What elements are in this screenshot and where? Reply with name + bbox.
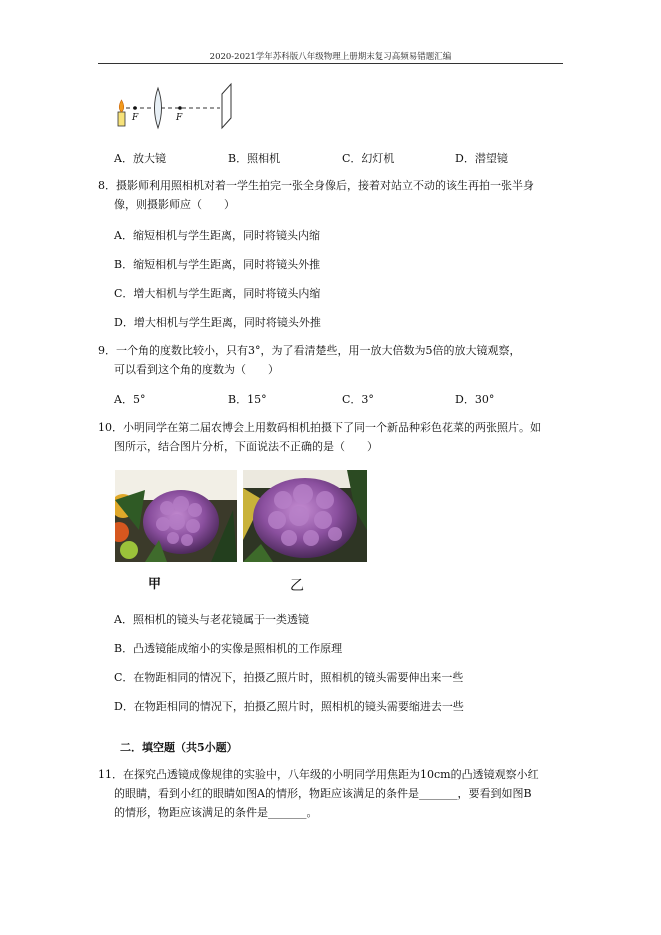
q9-stem-line1: 9．一个角的度数比较小，只有3°，为了看清楚些，用一放大倍数为5倍的放大镜观察， bbox=[98, 344, 521, 357]
q11-line3: 的情形，物距应该满足的条件是_______。 bbox=[114, 806, 318, 819]
candle-body bbox=[118, 112, 125, 126]
q9-option-d: D．30° bbox=[455, 393, 495, 406]
q11-line2: 的眼睛，看到小红的眼睛如图A的情形，物距应该满足的条件是_______，要看到如图B bbox=[114, 787, 532, 800]
q8-option-b: B．缩短相机与学生距离，同时将镜头外推 bbox=[114, 258, 321, 271]
focal-point-left bbox=[133, 106, 137, 110]
convex-lens bbox=[155, 88, 162, 128]
photo-label-yi: 乙 bbox=[290, 578, 304, 594]
page-header: 2020-2021学年苏科版八年级物理上册期末复习高频易错题汇编 bbox=[209, 52, 452, 62]
focal-label-left: F bbox=[132, 113, 139, 123]
q9-stem-line2: 可以看到这个角的度数为（ ） bbox=[114, 363, 279, 376]
header-rule bbox=[98, 63, 563, 64]
q7-option-a: A．放大镜 bbox=[114, 152, 166, 165]
section-title-fill-in: 二．填空题（共5小题） bbox=[120, 741, 238, 754]
candle-flame bbox=[119, 100, 124, 112]
q7-option-d: D．潜望镜 bbox=[455, 152, 508, 165]
q9-option-c: C．3° bbox=[342, 393, 374, 406]
q10-stem-line2: 图所示，结合图片分析，下面说法不正确的是（ ） bbox=[114, 440, 378, 453]
q10-option-a: A．照相机的镜头与老花镜属于一类透镜 bbox=[114, 613, 309, 626]
q8-stem-line2: 像，则摄影师应（ ） bbox=[114, 198, 235, 211]
q8-stem-line1: 8．摄影师利用照相机对着一学生拍完一张全身像后，接着对站立不动的该生再拍一张半身 bbox=[98, 179, 534, 192]
q11-line1: 11．在探究凸透镜成像规律的实验中，八年级的小明同学用焦距为10cm的凸透镜观察小红 bbox=[98, 768, 539, 781]
q9-option-a: A．5° bbox=[114, 393, 146, 406]
q10-option-b: B．凸透镜能成缩小的实像是照相机的工作原理 bbox=[114, 642, 343, 655]
q8-option-a: A．缩短相机与学生距离，同时将镜头内缩 bbox=[114, 229, 320, 242]
q10-stem-line1: 10．小明同学在第二届农博会上用数码相机拍摄下了同一个新品种彩色花菜的两张照片。如 bbox=[98, 421, 541, 434]
focal-label-right: F bbox=[176, 113, 183, 123]
q9-option-b: B．15° bbox=[228, 393, 267, 406]
photo-label-jia: 甲 bbox=[148, 577, 162, 592]
focal-point-right bbox=[178, 106, 182, 110]
cauliflower-photo-jia bbox=[115, 470, 237, 562]
optics-diagram bbox=[112, 82, 242, 132]
q8-option-c: C．增大相机与学生距离，同时将镜头内缩 bbox=[114, 287, 321, 300]
projection-screen bbox=[222, 84, 231, 128]
q7-option-c: C．幻灯机 bbox=[342, 152, 395, 165]
q10-option-c: C．在物距相同的情况下，拍摄乙照片时，照相机的镜头需要伸出来一些 bbox=[114, 671, 464, 684]
q10-option-d: D．在物距相同的情况下，拍摄乙照片时，照相机的镜头需要缩进去一些 bbox=[114, 700, 464, 713]
q8-option-d: D．增大相机与学生距离，同时将镜头外推 bbox=[114, 316, 321, 329]
cauliflower-photo-yi bbox=[243, 470, 367, 562]
q7-option-b: B．照相机 bbox=[228, 152, 281, 165]
